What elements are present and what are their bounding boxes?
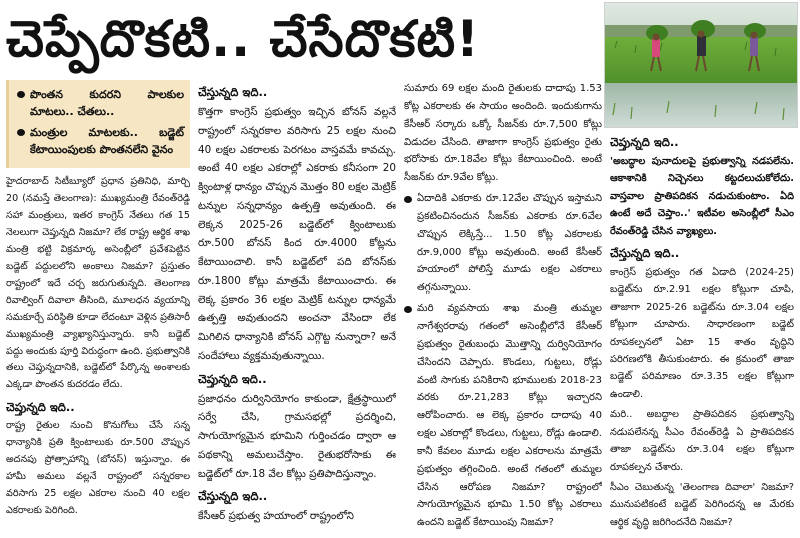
article-column-3 xyxy=(404,80,602,536)
summary-item xyxy=(17,124,184,158)
summary-item xyxy=(17,86,184,120)
section-subheading: చేస్తున్నది ఇది.. xyxy=(198,489,268,504)
bulleted-paragraph xyxy=(404,300,602,535)
paragraph: హైదరాబాద్ సిటీబ్యూరో ప్రధాన ప్రతినిధి, మార్చి 20 (నమస్తే తెలంగాణ): ముఖ్యమంత్రి రేవంత్‌రెడ్డి సహా మంత్రులు, ఇతర కాంగ్రెస్ నేతలు గత 15 నెలలుగా చెప్తున్నది నిజమా? లేక రాష్ట్ర ఆర్థిక శాఖ మంత్రి భట్టి విక్రమార్క అసెంబ్లీలో ప్రవేశపెట్టిన బడ్జెట్ పద్దులలోని అంకాలు నిజమా? ప్రస్తుతం రాష్ట్రంలో ఇదే చర్చ జరుగుతున్నది. తెలంగాణ రివాల్వింగ్ దివాలా తీసింది, మూలధన వ్యయాన్ని సమకూర్చే పరిస్థితి కూడా లేదంటూ వెళ్లిన ప్రతిసారీ ముఖ్యమంత్రి వ్యాఖ్యానిస్తున్నారు. కానీ బడ్జెట్ పద్దు అందుకు పూర్తి విరుద్ధంగా ఉంది. ప్రభుత్వానికి తలు చెప్తున్నదానికి, బడ్జెట్‌లో పేర్కొన్న అంశాలకు ఎక్కడా పొంతన కుదరడం లేదు. xyxy=(6,176,190,391)
quote-paragraph: 'అబద్ధాల పునాదులపై ప్రభుత్వాన్ని నడపలేను. ఆకాశానికి నిచ్చెనలు కట్టదలుచుకోలేదు. వాస్తవాల ప్రాతిపదికన నడుచుకుంటాం. ఏది ఉంటే అదే చెప్తాం..' ఇటీవల అసెంబ్లీలో సీఎం రేవంత్‌రెడ్డి చేసిన వ్యాఖ్యలు. xyxy=(610,156,794,237)
section-subheading: చేస్తున్నది ఇది.. xyxy=(610,246,680,261)
paragraph: కేసీఆర్ ప్రభుత్వ హయాంలో రాష్ట్రంలోని xyxy=(198,510,354,523)
paragraph: ఏదాదికి ఎకరాకు రూ.12వేల చొప్పున ఇస్తామని ప్రకటించినందున సీజన్‌కు ఎకరాకు రూ.6వేల చొప్పున లెక్కిస్తే... 1.50 కోట్ల ఎకరాలకు రూ.9,000 కోట్లు అవుతుంది. అంటే కేసీఆర్ హయాంలో పోలిస్తే మూడు లక్షల ఎకరాలు తగ్గనున్నాయి. xyxy=(417,193,602,294)
bullet-icon xyxy=(404,196,412,203)
summary-text: మంత్రుల మాటలకు.. బడ్జెట్ కేటాయింపులకు పొంతనలేని వైనం xyxy=(30,126,184,156)
bullet-icon xyxy=(404,306,412,313)
section-subheading: చెప్తున్నది ఇది.. xyxy=(198,371,267,386)
article-column-2 xyxy=(198,80,396,536)
bulleted-paragraph xyxy=(404,190,602,300)
article-column-1 xyxy=(6,80,190,536)
paragraph: మరి.. అబద్ధాల ప్రాతిపదికన ప్రభుత్వాన్ని నడుపలేనన్న సీఎం రేవంత్‌రెడ్డి ఏ ప్రాతిపదికన తాజా బడ్జెట్‌ను రూ.3.04 లక్షల కోట్లుగా రూపకల్పన చేశారు. xyxy=(610,409,794,473)
summary-text: పొంతన కుదరని పాలకుల మాటలు.. చేతలు.. xyxy=(30,88,184,118)
section-subheading: చెప్తున్నది ఇది.. xyxy=(610,135,679,149)
farmers-paddy-photo xyxy=(604,2,798,128)
headline: చెప్పేదొకటి.. చేసేదొకటి! xyxy=(6,10,480,68)
paragraph: సుమారు 69 లక్షల మంది రైతులకు దాదాపు 1.53 కోట్ల ఎకరాలకు ఈ సాయం అందింది. ఇందుకుగాను కేసీఆర్ సర్కారు ఒక్కో సీజన్‌కు రూ.7,500 కోట్లు విడుదల చేసింది. తాజాగా కాంగ్రెస్ ప్రభుత్వం రైతు భరోసాకు రూ.18వేల కోట్లు కేటాయించింది. అంటే సీజన్‌కు రూ.9వేల కోట్లు. xyxy=(404,83,602,184)
paragraph: రాష్ట్ర రైతుల నుంచి కొనుగోలు చేసే సన్న ధాన్యానికి ప్రతి క్వింటాలుకు రూ.500 చొప్పున అదనపు ప్రోత్సాహాన్ని (బోనస్) ఇస్తున్నాం. ఈ హామీ అమలు వల్లనే రాష్ట్రంలో సన్నరకాల వరిసాగు 25 లక్షల ఎకరాల నుంచి 40 లక్షల ఎకరాలకు పెరిగింది. xyxy=(6,420,190,517)
bullet-icon xyxy=(17,129,25,136)
section-subheading: చెప్తున్నది ఇది.. xyxy=(6,400,75,415)
paragraph: ప్రజాధనం దుర్వినియోగం కాకుండా, క్షేత్రస్థాయిలో సర్వే చేసి, గ్రామసభల్లో ప్రదర్శించి, సాగుయోగ్యమైన భూమిని గుర్తించడం ద్వారా ఆ పథకాన్ని అమలుచేస్తాం. రైతుభరోసాకు ఈ బడ్జెట్‌లో రూ.18 వేల కోట్లు ప్రతిపాదిస్తున్నాం. xyxy=(198,392,396,480)
section-subheading: చేస్తున్నది ఇది.. xyxy=(198,85,268,99)
paddy-field-image xyxy=(605,3,797,127)
summary-box xyxy=(6,80,190,168)
bullet-icon xyxy=(17,91,25,98)
paragraph: కాంగ్రెస్ ప్రభుత్వం గత ఏడాది (2024-25) బడ్జెట్‌ను రూ.2.91 లక్షల కోట్లుగా చూపి, తాజాగా 2025-26 బడ్జెట్‌ను రూ.3.04 లక్షల కోట్లుగా చూపారు. సాధారణంగా బడ్జెట్ రూపకల్పనలో ఏటా 15 శాతం వృద్ధిని పరిగణలోకి తీసుకుంటారు. ఈ క్రమంలో తాజా బడ్జెట్ పరిమాణం రూ.3.35 లక్షల కోట్లుగా ఉండాలి. xyxy=(610,267,794,400)
paragraph: సీఎం చెబుతున్న 'తెలంగాణ దివాలా' నిజమా? మునుపటికంటే బడ్జెట్ పెరిగిందన్న ఆ మేరకు ఆర్థిక వృద్ధి జరిగిందనేది నిజమా? xyxy=(610,481,794,528)
paragraph: కొత్తగా కాంగ్రెస్ ప్రభుత్వం ఇచ్చిన బోనస్ వల్లనే రాష్ట్రంలో సన్నరకాల వరిసాగు 25 లక్షల నుంచి 40 లక్షల ఎకరాలకు పెరగటం వాస్తవమే కావచ్చు. అంటే 40 లక్షల ఎకరాల్లో ఎకరాకు కనీసంగా 20 క్వింటాళ్ల ధాన్యం చొప్పున మొత్తం 80 లక్షల మెట్రిక్ టన్నుల సన్నధాన్యం ఉత్పత్తి అవుతుంది. ఈ లెక్కన 2025-26 బడ్జెట్‌లో క్వింటాలుకు రూ.500 బోనస్ కింద రూ.4000 కోట్లను కేటాయించాలి. కానీ బడ్జెట్‌లో పది బోనస్‌కు రూ.1800 కోట్లు మాత్రమే కేటాయించారు. ఈ లెక్క ప్రకారం 36 లక్షల మెట్రిక్ టన్నుల ధాన్యమే ఉత్పత్తి అవుతుందని అంచనా వేసిందా లేక మిగిలిన ధాన్యానికి బోనస్ ఎగ్గొట్ట నున్నారా? అనే సందేహాలు వ్యక్తమవుతున్నాయి. xyxy=(198,106,396,362)
article-column-4 xyxy=(610,130,794,536)
paragraph: మరి వ్యవసాయ శాఖ మంత్రి తుమ్మల నాగేశ్వరరావు గతంలో అసెంబ్లీలోనే కేసీఆర్ ప్రభుత్వం రైతుబంధు మొత్తాన్ని దుర్వినియోగం చేసిందని చెప్పారు. కొండలు, గుట్టలు, రోడ్లు వంటి సాగుకు పనికిరాని భూములకు 2018-23 వరకు రూ.21,283 కోట్లు ఇచ్చారని ఆరోపించారు. ఆ లెక్క ప్రకారం దాదాపు 40 లక్షల ఎకరాల్లో కొండలు, గుట్టలు, రోడ్లు ఉండాలి. కానీ కేవలం మూడు లక్షల ఎకరాలను మాత్రమే ప్రభుత్వం తగ్గించింది. అంటే గతంలో తుమ్మల చేసిన ఆరోపణ నిజమా? రాష్ట్రంలో సాగుయోగ్యమైన భూమి 1.50 కోట్ల ఎకరాలు ఉందని బడ్జెట్ కేటాయింపు నిజమా? xyxy=(417,303,602,529)
